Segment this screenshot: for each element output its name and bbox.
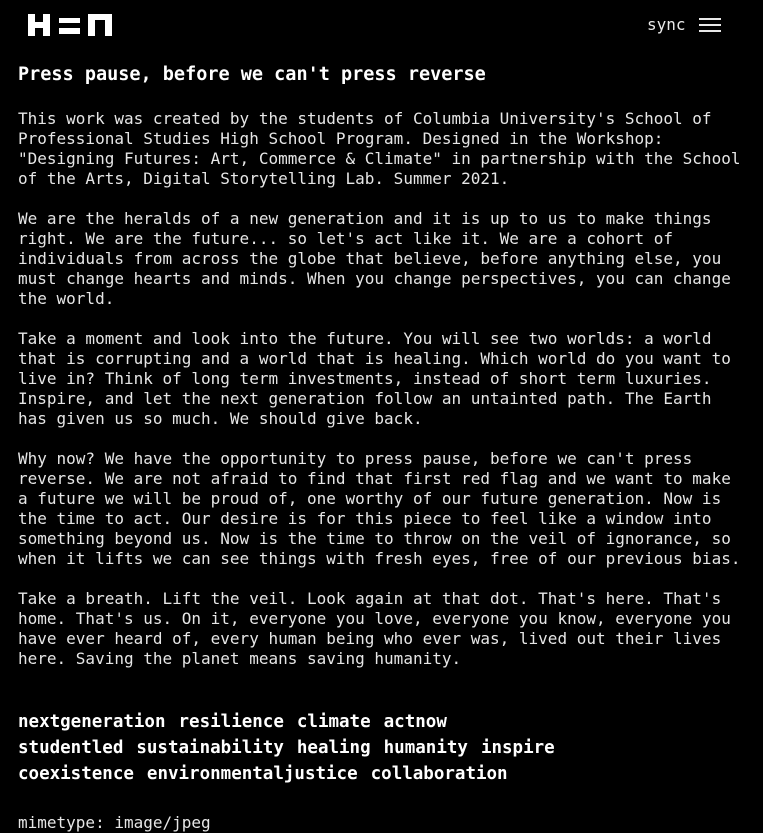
hamburger-menu-icon[interactable] [698,15,722,35]
artwork-title: Press pause, before we can't press reverse [18,64,486,85]
mimetype-label: mimetype: image/jpeg [18,813,211,832]
tag-link[interactable]: inspire [480,738,555,758]
tag-link[interactable]: climate [296,712,371,732]
tag-link[interactable]: studentled [18,738,124,758]
tag-link[interactable]: actnow [383,712,447,732]
tag-link[interactable]: sustainability [136,738,284,758]
description-paragraph: Take a moment and look into the future. You will see two worlds: a world that is corrupting and a world that is healing. Which world do you want to live in? Think of long term investments, instead of short term luxuries. Inspire, and let the next generation follow an untainted path. The Earth has given us so much. We should give back. [18,329,731,428]
artwork-description [18,63,748,833]
tag-list [18,709,578,787]
top-bar [0,0,763,50]
description-paragraph: Why now? We have the opportunity to press pause, before we can't press reverse. We are not afraid to find that first red flag and we want to make a future we will be proud of, one worthy of our future generation. Now is the time to act. Our desire is for this piece to feel like a window into something beyond us. Now is the time to throw on the veil of ignorance, so when it lifts we can see things with fresh eyes, free of our previous bias. [18,449,741,568]
tag-link[interactable]: humanity [383,738,468,758]
hen-logo-icon[interactable] [28,14,112,36]
description-paragraph: We are the heralds of a new generation and it is up to us to make things right. We are the future... so let's act like it. We are a cohort of individuals from across the globe that believe, before anything else, you must change hearts and minds. When you change perspectives, you can change the world. [18,209,731,308]
tag-link[interactable]: collaboration [370,764,508,784]
tag-link[interactable]: resilience [178,712,284,732]
tag-link[interactable]: nextgeneration [18,712,166,732]
tag-link[interactable]: coexistence [18,764,134,784]
description-paragraph: Take a breath. Lift the veil. Look again at that dot. That's here. That's home. That's us. On it, everyone you love, everyone you know, everyone you have ever heard of, every human being who ever was, lived out their lives here. Saving the planet means saving humanity. [18,589,731,668]
description-paragraph: This work was created by the students of Columbia University's School of Professional Studies High School Program. Designed in the Workshop: "Designing Futures: Art, Commerce & Climate" in partnership with the School of the Arts, Digital Storytelling Lab. Summer 2021. [18,109,741,188]
tag-link[interactable]: environmentaljustice [146,764,358,784]
sync-button[interactable]: sync [647,15,686,34]
tag-link[interactable]: healing [296,738,371,758]
